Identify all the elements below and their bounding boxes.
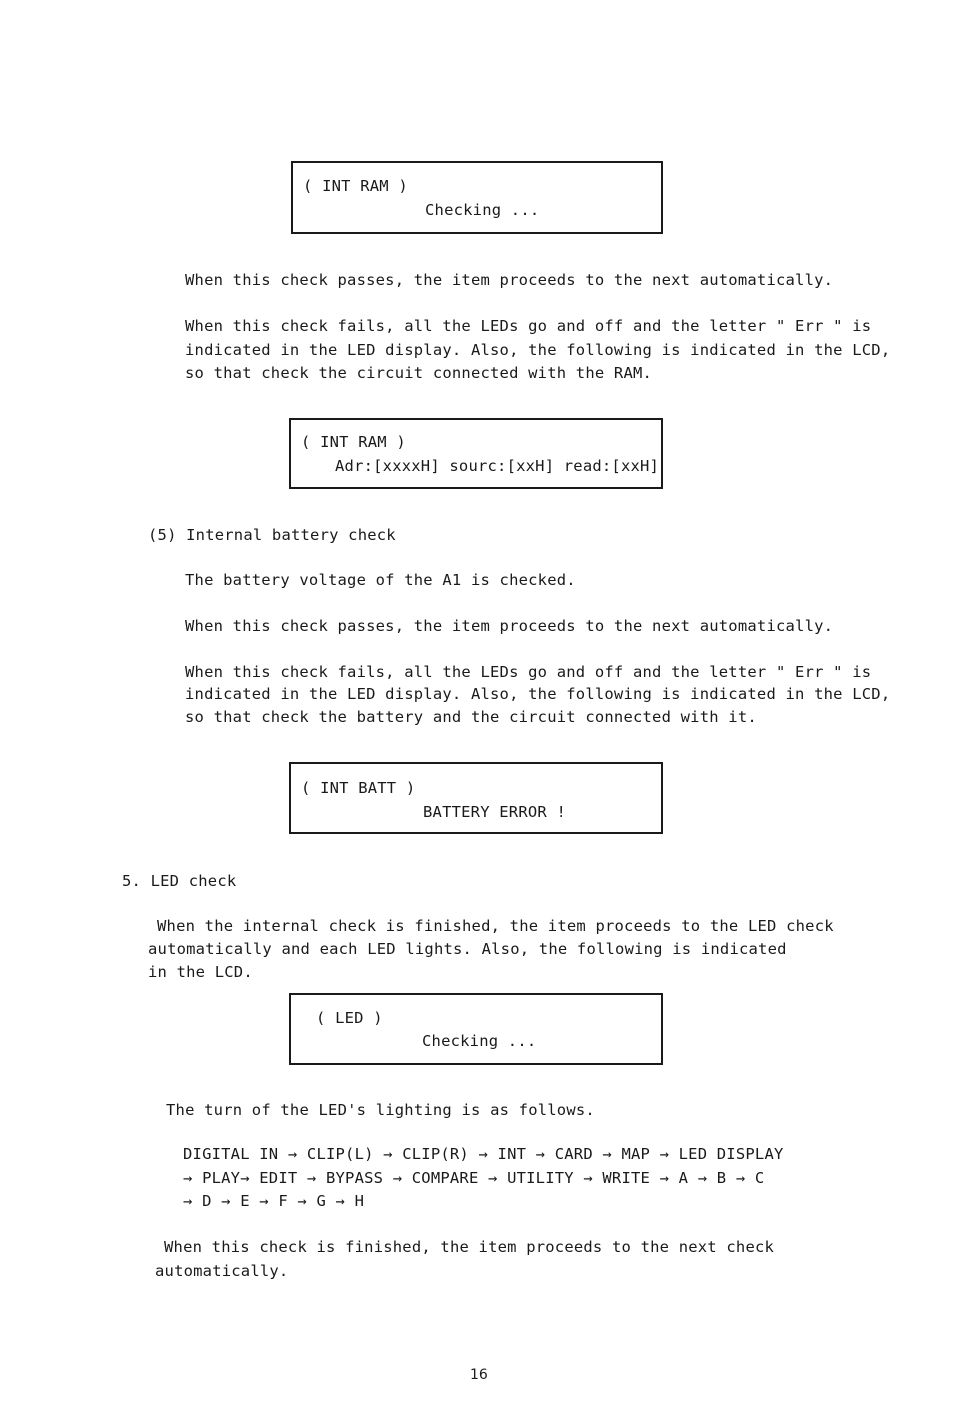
led-heading: 5. LED check: [122, 872, 237, 890]
led-intro-line-2: automatically and each LED lights. Also, the following is indicated: [148, 940, 787, 958]
lcd-line-1: ( INT RAM ): [301, 433, 406, 451]
lcd-line-2: Checking ...: [422, 1032, 537, 1050]
led-sequence-line-3: → D → E → F → G → H: [183, 1192, 365, 1210]
battery-fail-line-3: so that check the battery and the circuit connected with it.: [185, 708, 757, 726]
battery-pass-text: When this check passes, the item proceeds to the next automatically.: [185, 617, 834, 635]
lcd-line-2: Adr:[xxxxH] sourc:[xxH] read:[xxH]: [335, 457, 660, 475]
page-number: 16: [470, 1367, 488, 1383]
lcd-int-ram-error: [289, 418, 663, 489]
battery-desc: The battery voltage of the A1 is checked.: [185, 571, 576, 589]
lcd-line-2: BATTERY ERROR !: [423, 803, 566, 821]
led-finish-line-1: When this check is finished, the item proceeds to the next check: [164, 1238, 775, 1256]
lcd-int-batt: [289, 762, 663, 834]
battery-heading: (5) Internal battery check: [148, 526, 396, 544]
lcd-line-1: ( INT BATT ): [301, 779, 416, 797]
int-ram-fail-line-3: so that check the circuit connected with the RAM.: [185, 364, 653, 382]
led-intro-line-3: in the LCD.: [148, 963, 253, 981]
lcd-led: [289, 993, 663, 1065]
led-sequence-line-2: → PLAY→ EDIT → BYPASS → COMPARE → UTILITY → WRITE → A → B → C: [183, 1169, 765, 1187]
int-ram-fail-line-2: indicated in the LED display. Also, the following is indicated in the LCD,: [185, 341, 891, 359]
lcd-int-ram-checking: [291, 161, 663, 234]
battery-fail-line-2: indicated in the LED display. Also, the following is indicated in the LCD,: [185, 685, 891, 703]
lcd-line-1: ( INT RAM ): [303, 177, 408, 195]
int-ram-fail-line-1: When this check fails, all the LEDs go and off and the letter " Err " is: [185, 317, 872, 335]
led-finish-line-2: automatically.: [155, 1262, 289, 1280]
led-sequence-line-1: DIGITAL IN → CLIP(L) → CLIP(R) → INT → CARD → MAP → LED DISPLAY: [183, 1145, 784, 1163]
battery-fail-line-1: When this check fails, all the LEDs go and off and the letter " Err " is: [185, 663, 872, 681]
led-order-text: The turn of the LED's lighting is as follows.: [166, 1101, 595, 1119]
led-intro-line-1: When the internal check is finished, the item proceeds to the LED check: [157, 917, 834, 935]
lcd-line-2: Checking ...: [425, 201, 540, 219]
int-ram-pass-text: When this check passes, the item proceeds to the next automatically.: [185, 271, 834, 289]
lcd-line-1: ( LED ): [316, 1009, 383, 1027]
